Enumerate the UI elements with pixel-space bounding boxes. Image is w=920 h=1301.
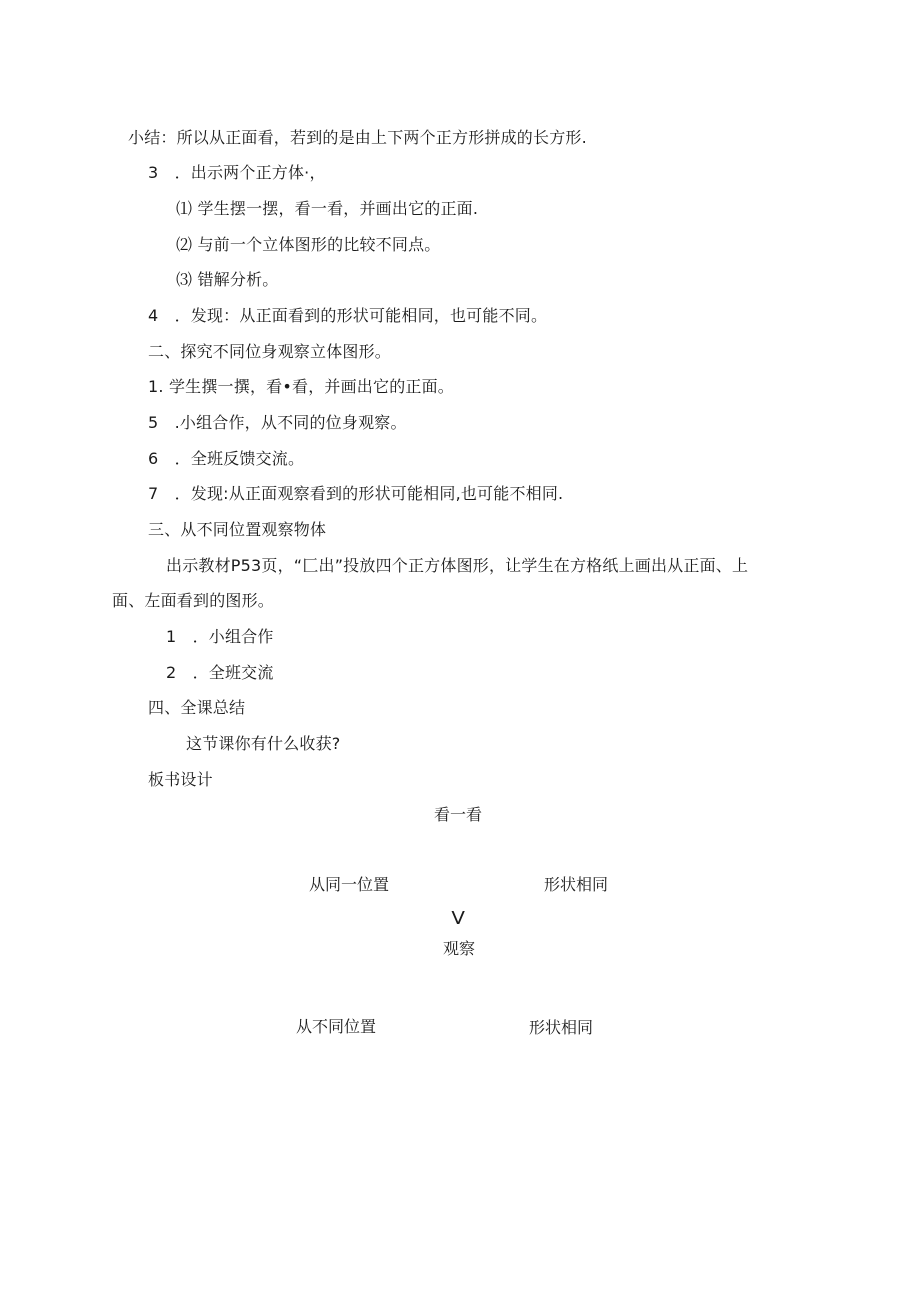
board-left-lower: 从不同位置 [296, 1017, 377, 1036]
board-left-upper: 从同一位置 [309, 875, 390, 894]
section-2-item-1: 1. 学生撰一撰，看•看，并画出它的正面。 [148, 377, 454, 396]
board-right-upper: 形状相同 [544, 875, 609, 894]
section-3-paragraph-line-1: 出示教材P53页，“匚出”投放四个正方体图形，让学生在方格纸上画出从正面、上 [166, 556, 749, 575]
summary-line: 小结：所以从正面看，若到的是由上下两个正方形拼成的长方形. [128, 128, 587, 147]
board-right-lower: 形状相同 [529, 1018, 594, 1037]
board-design-heading: 板书设计 [148, 770, 213, 789]
section-2-item-7: 7 ．发现:从正面观察看到的形状可能相同,也可能不相同. [148, 484, 564, 503]
board-center-label: 观察 [443, 939, 476, 958]
item-3: 3 ．出示两个正方体·， [148, 163, 326, 182]
item-3-sub-3: ⑶ 错解分析。 [176, 270, 279, 289]
section-2-item-6: 6 ．全班反馈交流。 [148, 449, 305, 468]
section-3-item-1: 1 ．小组合作 [166, 627, 274, 646]
item-3-sub-1: ⑴ 学生摆一摆，看一看，并画出它的正面. [176, 199, 479, 218]
section-3-heading: 三、从不同位置观察物体 [148, 520, 327, 539]
board-brace-symbol: V [451, 908, 465, 929]
board-top-label: 看一看 [434, 805, 483, 824]
section-4-heading: 四、全课总结 [148, 698, 246, 717]
item-3-sub-2: ⑵ 与前一个立体图形的比较不同点。 [176, 235, 441, 254]
section-2-heading: 二、探究不同位身观察立体图形。 [148, 342, 392, 361]
section-3-paragraph-line-2: 面、左面看到的图形。 [112, 591, 275, 610]
item-4: 4 ．发现：从正面看到的形状可能相同，也可能不同。 [148, 306, 548, 325]
section-4-text: 这节课你有什么收获? [186, 734, 341, 753]
section-2-item-5: 5 .小组合作，从不同的位身观察。 [148, 413, 407, 432]
section-3-item-2: 2 ．全班交流 [166, 663, 274, 682]
